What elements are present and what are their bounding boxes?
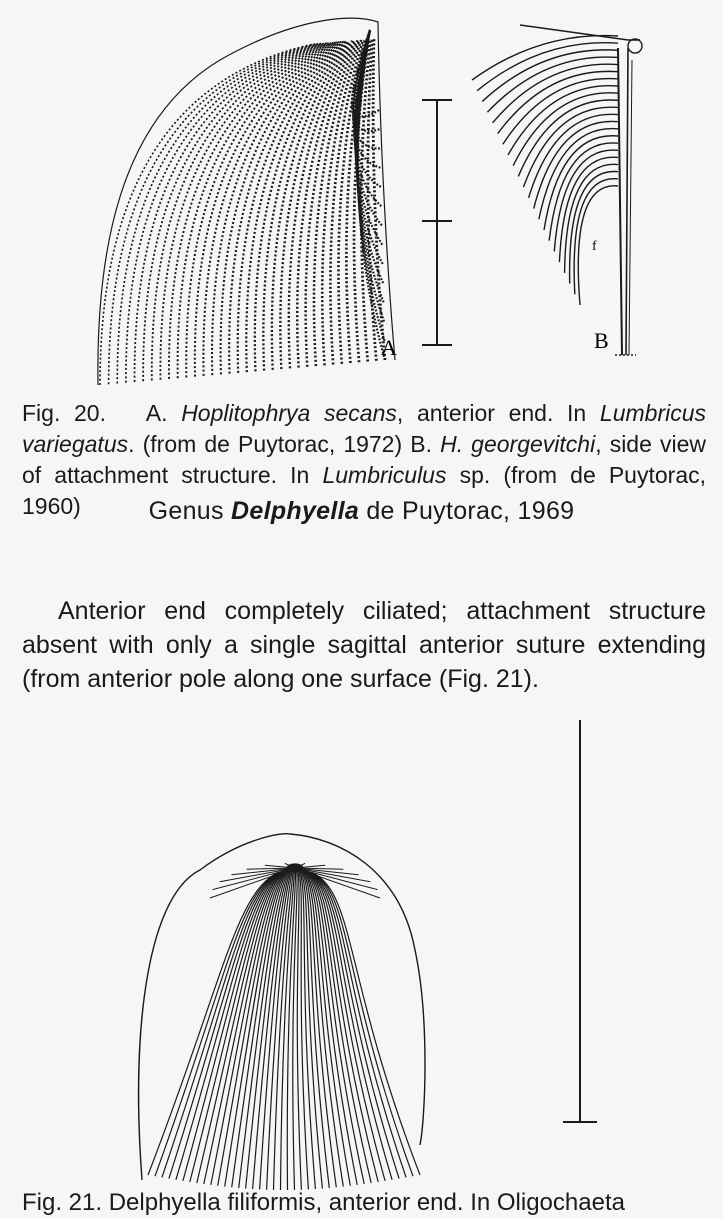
caption-host-b: Lumbriculus [322,462,447,488]
genus-description [22,594,706,696]
fig20b-arc [529,114,618,198]
fig20a-ciliate-drawing [98,18,395,385]
fig20b-arc [539,129,618,220]
fig20-panel-b-label: B [594,328,609,353]
figure-21-caption: Fig. 21. Delphyella filiformis, anterior end. In Oligochaeta [22,1189,625,1216]
caption-desc-a: , anterior end. In [396,400,600,426]
caption-panel-a: A. [145,400,168,426]
fig21-ciliary-row [315,874,420,1175]
fig20b-arc [498,71,618,133]
fig20-panel-a-label: A [381,335,397,360]
caption-species-b: H. georgevitchi [440,431,596,457]
fig20b-spine [629,60,632,355]
genus-prefix: Genus [148,497,232,525]
caption-host-a: Lumbricus variegatus [22,400,707,457]
genus-authority: de Puytorac, 1969 [359,497,575,525]
caption-fig-number: Fig. 20. [22,400,106,426]
fig20b-inner-mark: f [592,239,597,254]
fig21-ciliate-drawing [139,834,425,1190]
figure-21 [0,720,723,1206]
fig20a-ciliary-row [126,44,320,383]
description-text: Anterior end completely ciliated; attachment structure absent with only a single sagittal anterior suture extending (from anterior pole along one surface (Fig. 21). [22,597,706,693]
fig20a-ciliary-row [203,42,335,376]
genus-heading [0,497,723,526]
fig20b-spine [618,48,622,355]
fig20a-ciliary-row [255,41,347,371]
fig20b-arc [578,186,618,305]
fig20a-ciliary-row [160,43,326,380]
fig21-scale-bar [563,720,597,1206]
genus-name: Delphyella [231,497,360,525]
caption-source-b: sp. (from de Puytorac, 1960) [22,462,706,519]
fig21-ciliary-row [225,871,287,1187]
fig20-scale-bar [422,100,452,345]
figure-20 [0,0,723,390]
fig20b-spine [626,48,628,355]
caption-source-a: . (from de Puytorac, 1972) B. [128,431,441,457]
caption-species-a: Hoplitophrya secans [181,400,397,426]
fig20b-knob [628,39,642,53]
fig20b-arc [503,79,618,145]
fig20b-attachment-structure [472,25,642,355]
fig21-ciliary-row [183,873,280,1181]
fig20a-ciliary-row [238,42,343,373]
fig20b-tip [520,25,640,40]
caption-desc-b: , side view of attachment structure. In [22,431,706,488]
fig21-apex-suture [287,864,303,872]
